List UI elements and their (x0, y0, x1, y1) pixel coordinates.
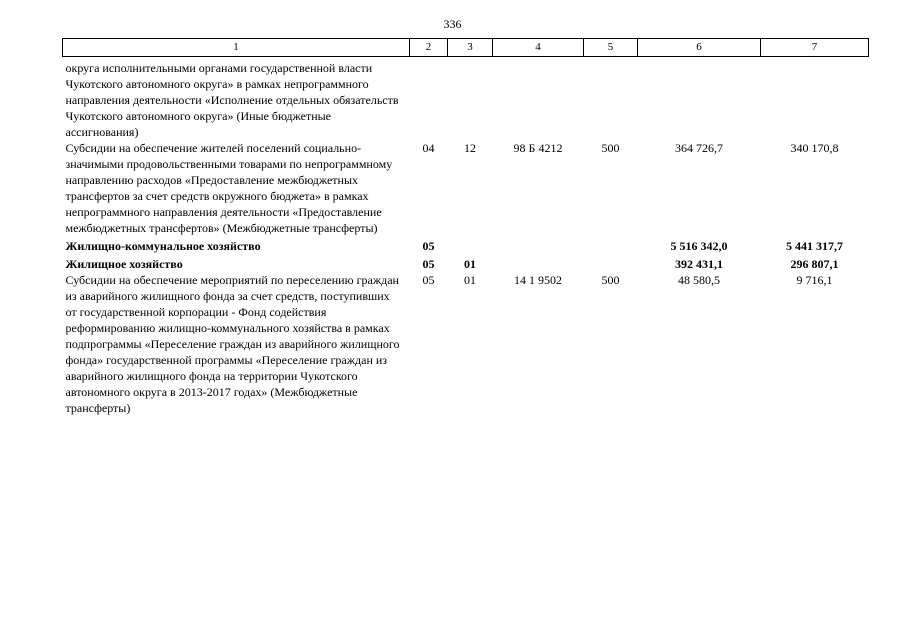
cell-section: 05 (422, 239, 435, 253)
column-header-7: 7 (761, 39, 869, 57)
budget-table (62, 38, 869, 416)
cell-amount-1: 5 516 342,0 (670, 239, 728, 253)
cell-amount-1: 364 726,7 (675, 141, 723, 155)
cell-amount-2: 296 807,1 (790, 257, 839, 271)
cell-amount-1: 392 431,1 (675, 257, 723, 271)
cell-expense-type (584, 254, 638, 272)
cell-subsection (448, 236, 493, 254)
cell-amount-2: 340 170,8 (790, 141, 839, 155)
cell-target-article (493, 57, 584, 141)
cell-amount-2: 9 716,1 (796, 273, 833, 287)
cell-amount-2 (761, 57, 869, 141)
cell-amount-1 (638, 57, 761, 141)
table-row (63, 272, 869, 416)
cell-target-article (493, 254, 584, 272)
column-header-5: 5 (584, 39, 638, 57)
column-header-6: 6 (638, 39, 761, 57)
header-row (63, 39, 869, 57)
row-name: округа исполнительными органами государственной власти Чукотского автономного округа» в рамках непрограммного направления деятельности «Исполнение отдельных обязательств Чукотского автономного округа» (Иные бюджетные ассигнования) (65, 61, 399, 139)
cell-section (410, 57, 448, 141)
cell-expense-type: 500 (601, 141, 620, 155)
cell-amount-1: 48 580,5 (678, 273, 720, 287)
table-row (63, 140, 869, 236)
cell-subsection: 01 (464, 257, 476, 271)
row-name: Жилищно-коммунальное хозяйство (65, 239, 261, 253)
row-name: Жилищное хозяйство (65, 257, 183, 271)
cell-section: 05 (422, 273, 435, 287)
cell-section: 04 (422, 141, 435, 155)
cell-subsection: 01 (464, 273, 476, 287)
table-row (63, 236, 869, 254)
page-number: 336 (443, 17, 462, 31)
column-header-2: 2 (410, 39, 448, 57)
cell-target-article: 98 Б 4212 (513, 141, 563, 155)
cell-expense-type (584, 57, 638, 141)
table-row (63, 57, 869, 141)
cell-subsection: 12 (464, 141, 476, 155)
cell-expense-type: 500 (601, 273, 620, 287)
column-header-1: 1 (63, 39, 410, 57)
column-header-3: 3 (448, 39, 493, 57)
row-name: Субсидии на обеспечение жителей поселений социально-значимыми продовольственными товарами по непрограммному направлению расходов «Предоставление межбюджетных трансфертов за счет средств окружного бюджета» в рамках непрограммного направления деятельности «Предоставление межбюджетных трансфертов» (Межбюджетные трансферты) (65, 141, 393, 235)
table-row (63, 254, 869, 272)
cell-section: 05 (422, 257, 435, 271)
cell-target-article (493, 236, 584, 254)
cell-amount-2: 5 441 317,7 (786, 239, 843, 253)
cell-subsection (448, 57, 493, 141)
row-name: Субсидии на обеспечение мероприятий по переселению граждан из аварийного жилищного фонда за счет средств, поступивших от государственной корпорации - Фонд содействия реформированию жилищно-коммунального хозяйства в рамках подпрограммы «Переселение граждан из аварийного жилищного фонда» государственной программы «Переселение граждан из аварийного жилищного фонда на территории Чукотского автономного округа в 2013-2017 годах» (Межбюджетные трансферты) (65, 273, 400, 415)
column-header-4: 4 (493, 39, 584, 57)
cell-target-article: 14 1 9502 (514, 273, 562, 287)
cell-expense-type (584, 236, 638, 254)
